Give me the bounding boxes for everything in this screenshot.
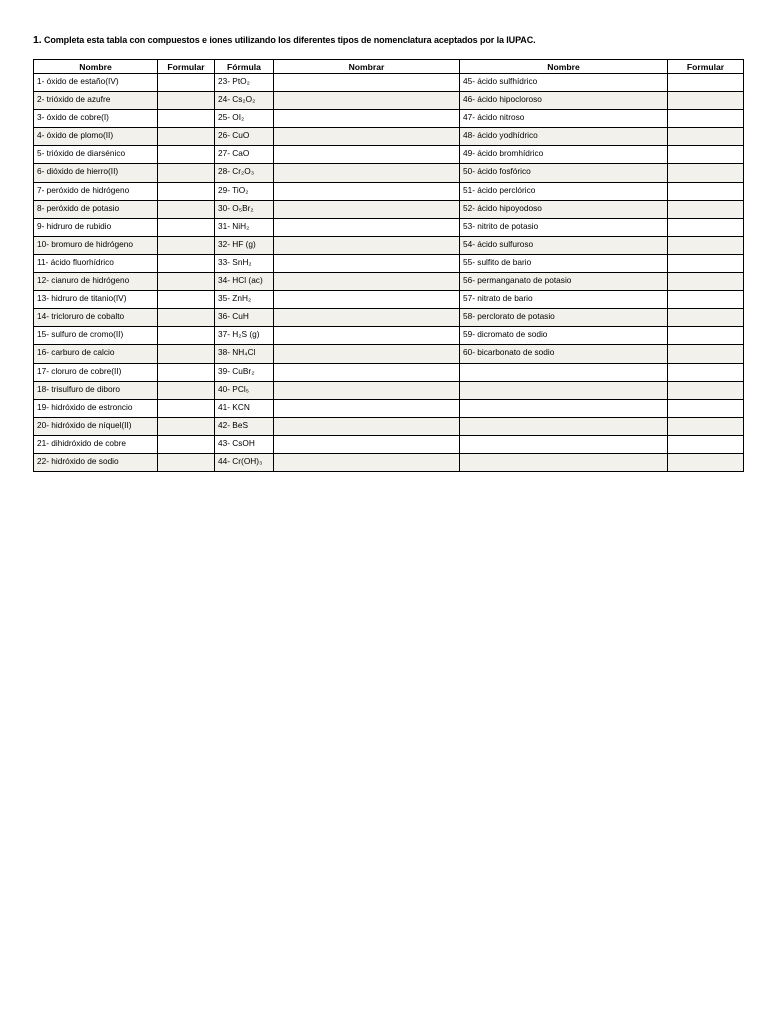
compound-name-cell-2 [460, 254, 668, 272]
compound-name-cell-2 [460, 182, 668, 200]
formular-answer-cell-2[interactable] [668, 399, 744, 417]
table-row [34, 399, 744, 417]
formular-answer-cell-2[interactable] [668, 128, 744, 146]
formular-answer-cell-2[interactable] [668, 236, 744, 254]
compound-name-cell-2-text: 60- bicarbonato de sodio [463, 347, 555, 358]
formular-answer-cell-2[interactable] [668, 164, 744, 182]
compound-name-cell [34, 110, 158, 128]
formula-cell-text: 23- PtO₂ [218, 76, 250, 86]
formula-cell [215, 110, 274, 128]
table-row [34, 291, 744, 309]
formular-answer-cell[interactable] [158, 345, 215, 363]
formular-answer-cell-2[interactable] [668, 200, 744, 218]
formular-answer-cell[interactable] [158, 453, 215, 471]
header-formular: Formular [158, 60, 215, 74]
formular-answer-cell-2[interactable] [668, 309, 744, 327]
compound-name-cell-2 [460, 92, 668, 110]
nombrar-answer-cell[interactable] [274, 435, 460, 453]
table-row [34, 182, 744, 200]
compound-name-cell-2 [460, 273, 668, 291]
formula-cell-text: 24- Cs₂O₂ [218, 94, 256, 105]
formula-cell [215, 218, 274, 236]
formular-answer-cell-2[interactable] [668, 363, 744, 381]
compound-name-cell [34, 435, 158, 453]
instruction-heading [33, 34, 536, 46]
table-row [34, 74, 744, 92]
formula-cell [215, 381, 274, 399]
formular-answer-cell[interactable] [158, 164, 215, 182]
nombrar-answer-cell[interactable] [274, 309, 460, 327]
formular-answer-cell-2[interactable] [668, 453, 744, 471]
table-row [34, 309, 744, 327]
formular-answer-cell[interactable] [158, 236, 215, 254]
nombrar-answer-cell[interactable] [274, 327, 460, 345]
compound-name-cell-2 [460, 128, 668, 146]
table-row [34, 273, 744, 291]
table-header-row [34, 60, 744, 74]
table-row [34, 453, 744, 471]
compound-name-cell [34, 182, 158, 200]
table-row [34, 110, 744, 128]
compound-name-cell-2 [460, 218, 668, 236]
formula-cell-text: 33- SnH₂ [218, 256, 252, 267]
compound-name-cell [34, 254, 158, 272]
formula-cell [215, 128, 274, 146]
formula-cell [215, 236, 274, 254]
table-row [34, 363, 744, 381]
instruction-number: 1. [33, 34, 42, 46]
formular-answer-cell-2[interactable] [668, 273, 744, 291]
formular-answer-cell[interactable] [158, 74, 215, 92]
formula-cell-text: 30- O₅Br₂ [218, 202, 254, 213]
formular-answer-cell[interactable] [158, 435, 215, 453]
compound-name-cell-2-text: 58- perclorato de potasio [463, 311, 555, 322]
compound-name-cell-text: 13- hidruro de titanio(IV) [37, 293, 127, 304]
compound-name-cell-2 [460, 110, 668, 128]
formular-answer-cell[interactable] [158, 254, 215, 272]
formula-cell-text: 35- ZnH₂ [218, 293, 252, 304]
nombrar-answer-cell[interactable] [274, 182, 460, 200]
nombrar-answer-cell[interactable] [274, 363, 460, 381]
compound-name-cell-2 [460, 345, 668, 363]
formular-answer-cell-2[interactable] [668, 345, 744, 363]
compound-name-cell-2-text: 54- ácido sulfuroso [463, 238, 534, 249]
compound-name-cell-text: 9- hidruro de rubidio [37, 220, 112, 231]
compound-name-cell-2-text: 56- permanganato de potasio [463, 275, 572, 286]
compound-name-cell [34, 218, 158, 236]
formula-cell-text: 42- BeS [218, 419, 248, 430]
compound-name-cell-text: 10- bromuro de hidrógeno [37, 238, 133, 249]
nombrar-answer-cell[interactable] [274, 399, 460, 417]
compound-name-cell [34, 399, 158, 417]
compound-name-cell [34, 146, 158, 164]
compound-name-cell-2 [460, 74, 668, 92]
formula-cell-text: 36- CuH [218, 311, 249, 322]
compound-name-cell-2 [460, 236, 668, 254]
nombrar-answer-cell[interactable] [274, 273, 460, 291]
header-nombre-2: Nombre [460, 60, 668, 74]
formula-cell-text: 39- CuBr₂ [218, 365, 255, 376]
instruction-text: Completa esta tabla con compuestos e iones utilizando los diferentes tipos de nomenclatura aceptados por la IUPAC. [43, 35, 536, 45]
nombrar-answer-cell[interactable] [274, 200, 460, 218]
formula-cell-text: 26- CuO [218, 130, 250, 141]
formular-answer-cell-2[interactable] [668, 92, 744, 110]
compound-name-cell-text: 21- dihidróxido de cobre [37, 437, 127, 448]
table-row [34, 92, 744, 110]
formula-cell [215, 363, 274, 381]
header-nombrar: Nombrar [274, 60, 460, 74]
compound-name-cell-2-text: 47- ácido nitroso [463, 112, 525, 123]
compound-name-cell [34, 200, 158, 218]
compound-name-cell [34, 74, 158, 92]
formular-answer-cell[interactable] [158, 363, 215, 381]
nombrar-answer-cell[interactable] [274, 218, 460, 236]
compound-name-cell [34, 309, 158, 327]
formula-cell [215, 399, 274, 417]
compound-name-cell-text: 3- óxido de cobre(I) [37, 112, 109, 123]
nombrar-answer-cell[interactable] [274, 92, 460, 110]
formular-answer-cell-2[interactable] [668, 291, 744, 309]
table-row [34, 236, 744, 254]
compound-name-cell [34, 236, 158, 254]
formula-cell-text: 31- NiH₂ [218, 220, 250, 231]
formula-cell-text: 27- CaO [218, 148, 250, 159]
nombrar-answer-cell[interactable] [274, 345, 460, 363]
compound-name-cell-2 [460, 399, 668, 417]
formula-cell-text: 38- NH₄Cl [218, 347, 256, 358]
compound-name-cell-2 [460, 435, 668, 453]
formula-cell [215, 309, 274, 327]
nombrar-answer-cell[interactable] [274, 110, 460, 128]
compound-name-cell-2 [460, 146, 668, 164]
formular-answer-cell-2[interactable] [668, 74, 744, 92]
compound-name-cell-text: 1- óxido de estaño(IV) [37, 76, 119, 86]
formular-answer-cell-2[interactable] [668, 110, 744, 128]
formula-cell-text: 41- KCN [218, 401, 250, 412]
formula-cell-text: 37- H₂S (g) [218, 329, 260, 340]
formular-answer-cell[interactable] [158, 273, 215, 291]
formula-cell [215, 200, 274, 218]
formular-answer-cell[interactable] [158, 146, 215, 164]
compound-name-cell-text: 2- trióxido de azufre [37, 94, 111, 105]
compound-name-cell-2 [460, 453, 668, 471]
formula-cell [215, 345, 274, 363]
formula-cell-text: 43- CsOH [218, 437, 255, 448]
formular-answer-cell-2[interactable] [668, 417, 744, 435]
formular-answer-cell-2[interactable] [668, 435, 744, 453]
nombrar-answer-cell[interactable] [274, 453, 460, 471]
compound-name-cell-text: 6- dióxido de hierro(II) [37, 166, 119, 177]
compound-name-cell-text: 11- ácido fluorhídrico [37, 256, 114, 267]
compound-name-cell [34, 381, 158, 399]
formula-cell-text: 34- HCl (ac) [218, 275, 263, 286]
compound-name-cell-text: 22- hidróxido de sodio [37, 455, 119, 466]
compound-name-cell-2 [460, 381, 668, 399]
formular-answer-cell[interactable] [158, 110, 215, 128]
compound-name-cell [34, 273, 158, 291]
compound-name-cell-text: 5- trióxido de diarsénico [37, 148, 126, 159]
formula-cell [215, 327, 274, 345]
compound-name-cell-2 [460, 417, 668, 435]
compound-name-cell-2 [460, 363, 668, 381]
compound-name-cell-2-text: 48- ácido yodhídrico [463, 130, 538, 141]
table-row [34, 218, 744, 236]
formular-answer-cell-2[interactable] [668, 254, 744, 272]
table-row [34, 254, 744, 272]
formular-answer-cell[interactable] [158, 309, 215, 327]
formula-cell-text: 44- Cr(OH)₃ [218, 455, 263, 466]
compound-name-cell [34, 128, 158, 146]
compound-name-cell-2 [460, 291, 668, 309]
table-row [34, 435, 744, 453]
compound-name-cell-text: 16- carburo de calcio [37, 347, 115, 358]
formular-answer-cell-2[interactable] [668, 218, 744, 236]
table-row [34, 164, 744, 182]
formula-cell [215, 417, 274, 435]
table-row [34, 381, 744, 399]
formular-answer-cell[interactable] [158, 399, 215, 417]
compound-name-cell-2-text: 46- ácido hipocloroso [463, 94, 542, 105]
compound-name-cell-text: 14- tricloruro de cobalto [37, 311, 125, 322]
formular-answer-cell-2[interactable] [668, 182, 744, 200]
compound-name-cell-text: 19- hidróxido de estroncio [37, 401, 133, 412]
formular-answer-cell-2[interactable] [668, 327, 744, 345]
formular-answer-cell[interactable] [158, 92, 215, 110]
compound-name-cell-2-text: 53- nitrito de potasio [463, 220, 539, 231]
formular-answer-cell[interactable] [158, 327, 215, 345]
table-row [34, 327, 744, 345]
compound-name-cell-text: 18- trisulfuro de diboro [37, 383, 121, 394]
formula-cell [215, 92, 274, 110]
formula-cell [215, 435, 274, 453]
table-body [34, 74, 744, 472]
table-row [34, 128, 744, 146]
formular-answer-cell[interactable] [158, 200, 215, 218]
compound-name-cell [34, 363, 158, 381]
compound-name-cell [34, 327, 158, 345]
compound-name-cell-2-text: 59- dicromato de sodio [463, 329, 548, 340]
formular-answer-cell[interactable] [158, 291, 215, 309]
nombrar-answer-cell[interactable] [274, 381, 460, 399]
formular-answer-cell[interactable] [158, 128, 215, 146]
compound-name-cell [34, 92, 158, 110]
compound-name-cell [34, 417, 158, 435]
compound-name-cell-text: 12- cianuro de hidrógeno [37, 275, 130, 286]
formular-answer-cell-2[interactable] [668, 381, 744, 399]
header-formula: Fórmula [215, 60, 274, 74]
compound-name-cell-2 [460, 309, 668, 327]
nombrar-answer-cell[interactable] [274, 164, 460, 182]
compound-name-cell-text: 15- sulfuro de cromo(II) [37, 329, 124, 340]
formular-answer-cell[interactable] [158, 182, 215, 200]
compound-name-cell-text: 7- peróxido de hidrógeno [37, 184, 130, 195]
nomenclature-table [33, 59, 744, 472]
compound-name-cell [34, 291, 158, 309]
compound-name-cell-2-text: 52- ácido hipoyodoso [463, 202, 542, 213]
table-row [34, 200, 744, 218]
nombrar-answer-cell[interactable] [274, 236, 460, 254]
formula-cell-text: 40- PCl₅ [218, 383, 250, 394]
formula-cell [215, 254, 274, 272]
header-nombre: Nombre [34, 60, 158, 74]
compound-name-cell-2-text: 45- ácido sulfhídrico [463, 76, 538, 86]
formula-cell [215, 182, 274, 200]
formular-answer-cell-2[interactable] [668, 146, 744, 164]
compound-name-cell-2-text: 51- ácido perclórico [463, 184, 536, 195]
compound-name-cell [34, 453, 158, 471]
compound-name-cell-2-text: 49- ácido bromhídrico [463, 148, 544, 159]
formula-cell [215, 453, 274, 471]
compound-name-cell-text: 8- peróxido de potasio [37, 202, 120, 213]
nombrar-answer-cell[interactable] [274, 128, 460, 146]
nombrar-answer-cell[interactable] [274, 254, 460, 272]
compound-name-cell-2 [460, 327, 668, 345]
formula-cell-text: 29- TiO₂ [218, 184, 249, 195]
table-row [34, 146, 744, 164]
formula-cell [215, 74, 274, 92]
table-row [34, 417, 744, 435]
formula-cell [215, 146, 274, 164]
formular-answer-cell[interactable] [158, 381, 215, 399]
formular-answer-cell[interactable] [158, 417, 215, 435]
compound-name-cell [34, 345, 158, 363]
table-row [34, 345, 744, 363]
formula-cell [215, 291, 274, 309]
header-formular-2: Formular [668, 60, 744, 74]
nombrar-answer-cell[interactable] [274, 146, 460, 164]
formula-cell-text: 28- Cr₂O₃ [218, 166, 255, 177]
compound-name-cell-2-text: 55- sulfito de bario [463, 256, 532, 267]
nombrar-answer-cell[interactable] [274, 291, 460, 309]
formula-cell [215, 164, 274, 182]
formular-answer-cell[interactable] [158, 218, 215, 236]
compound-name-cell-2 [460, 200, 668, 218]
compound-name-cell-text: 20- hidróxido de níquel(II) [37, 419, 132, 430]
compound-name-cell [34, 164, 158, 182]
formula-cell-text: 25- OI₂ [218, 112, 245, 123]
formula-cell [215, 273, 274, 291]
nombrar-answer-cell[interactable] [274, 74, 460, 92]
compound-name-cell-2 [460, 164, 668, 182]
compound-name-cell-text: 17- cloruro de cobre(II) [37, 365, 122, 376]
formula-cell-text: 32- HF (g) [218, 238, 256, 249]
compound-name-cell-2-text: 57- nitrato de bario [463, 293, 533, 304]
compound-name-cell-text: 4- óxido de plomo(II) [37, 130, 114, 141]
nombrar-answer-cell[interactable] [274, 417, 460, 435]
compound-name-cell-2-text: 50- ácido fosfórico [463, 166, 531, 177]
